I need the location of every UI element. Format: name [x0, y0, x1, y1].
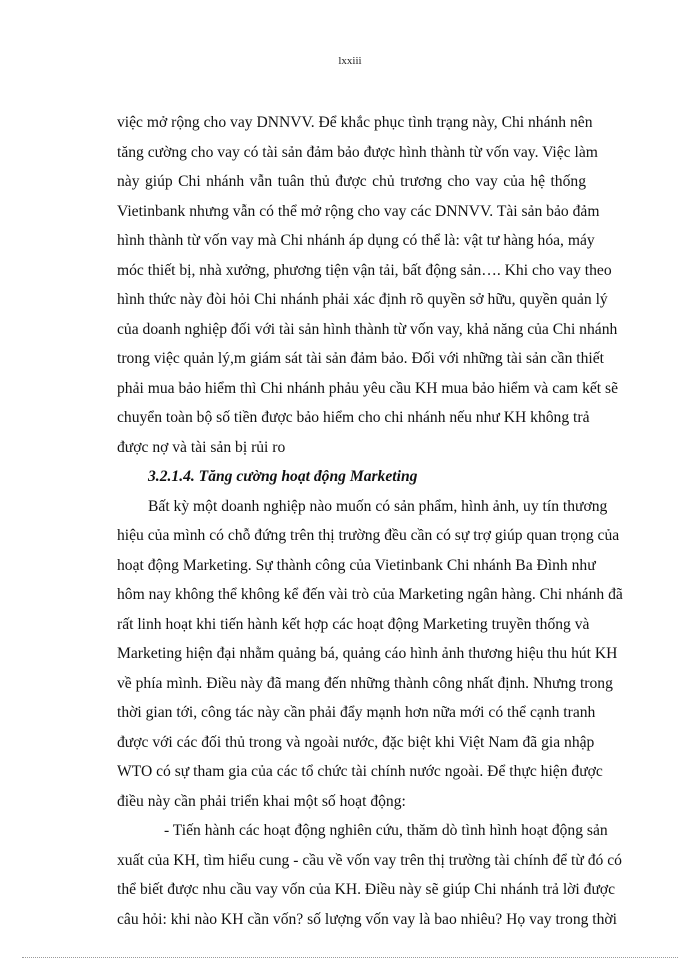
text-line: thể biết được nhu cầu vay vốn của KH. Điều này sẽ giúp Chi nhánh trả lời được: [117, 881, 616, 898]
text-line: thời gian tới, công tác này cần phải đẩy mạnh hơn nữa mới có thể cạnh tranh: [117, 704, 596, 721]
text-line: điều này cần phải triển khai một số hoạt động:: [117, 792, 406, 810]
text-line: Marketing hiện đại nhằm quảng bá, quảng cáo hình ảnh thương hiệu thu hút KH: [117, 645, 618, 662]
text-line: hôm nay không thể không kể đến vài trò của Marketing ngân hàng. Chi nhánh đã: [117, 586, 623, 603]
text-line: tăng cường cho vay có tài sản đảm bảo được hình thành từ vốn vay. Việc làm: [117, 143, 598, 161]
text-line: xuất của KH, tìm hiểu cung - cầu về vốn vay trên thị trường tài chính để từ đó có: [117, 851, 622, 869]
text-line: trong việc quản lý,m giám sát tài sản đảm bảo. Đối với những tài sản cần thiết: [117, 350, 605, 367]
text-line: - Tiến hành các hoạt động nghiên cứu, thăm dò tình hình hoạt động sản: [164, 822, 608, 839]
text-line: hình thức này đòi hỏi Chi nhánh phải xác định rõ quyền sở hữu, quyền quản lý: [117, 291, 608, 308]
text-line: WTO có sự tham gia của các tổ chức tài chính nước ngoài. Để thực hiện được: [117, 763, 603, 780]
text-line: câu hỏi: khi nào KH cần vốn? số lượng vốn vay là bao nhiêu? Họ vay trong thời: [117, 910, 618, 928]
text-line: phải mua bảo hiểm thì Chi nhánh phảu yêu cầu KH mua bảo hiểm và cam kết sẽ: [117, 379, 619, 397]
section-heading: 3.2.1.4. Tăng cường hoạt động Marketing: [148, 468, 418, 485]
text-line: hoạt động Marketing. Sự thành công của Vietinbank Chi nhánh Ba Đình như: [117, 556, 596, 574]
text-line: rất linh hoạt khi tiến hành kết hợp các hoạt động Marketing truyền thống và: [117, 615, 590, 633]
text-line: Vietinbank nhưng vẫn có thể mở rộng cho vay các DNNVV. Tài sản bảo đảm: [117, 202, 600, 220]
text-line: được nợ và tài sản bị rủi ro: [117, 438, 286, 456]
text-line: việc mở rộng cho vay DNNVV. Để khắc phục tình trạng này, Chi nhánh nên: [117, 114, 593, 131]
text-line: Bất kỳ một doanh nghiệp nào muốn có sản phẩm, hình ảnh, uy tín thương: [148, 497, 608, 515]
text-line: hình thành từ vốn vay mà Chi nhánh áp dụng có thể là: vật tư hàng hóa, máy: [117, 232, 595, 249]
text-line: về phía mình. Điều này đã mang đến những thành công nhất định. Nhưng trong: [117, 674, 613, 692]
page-bottom-divider: [22, 957, 678, 958]
document-body: [117, 108, 623, 934]
page-number: lxxiii: [338, 55, 362, 67]
text-line: được với các đối thủ trong và ngoài nước, đặc biệt khi Việt Nam đã gia nhập: [117, 733, 595, 751]
text-line: móc thiết bị, nhà xưởng, phương tiện vận tải, bất động sản…. Khi cho vay theo: [117, 261, 612, 279]
text-line: này giúp Chi nhánh vẫn tuân thủ được chủ trương cho vay của hệ thống: [117, 173, 586, 190]
text-line: của doanh nghiệp đối với tài sản hình thành từ vốn vay, khả năng của Chi nhánh: [117, 320, 618, 338]
text-line: hiệu của mình có chỗ đứng trên thị trường đều cần có sự trợ giúp quan trọng của: [117, 527, 620, 544]
text-line: chuyển toàn bộ số tiền được bảo hiểm cho chi nhánh nếu như KH không trả: [117, 409, 590, 426]
